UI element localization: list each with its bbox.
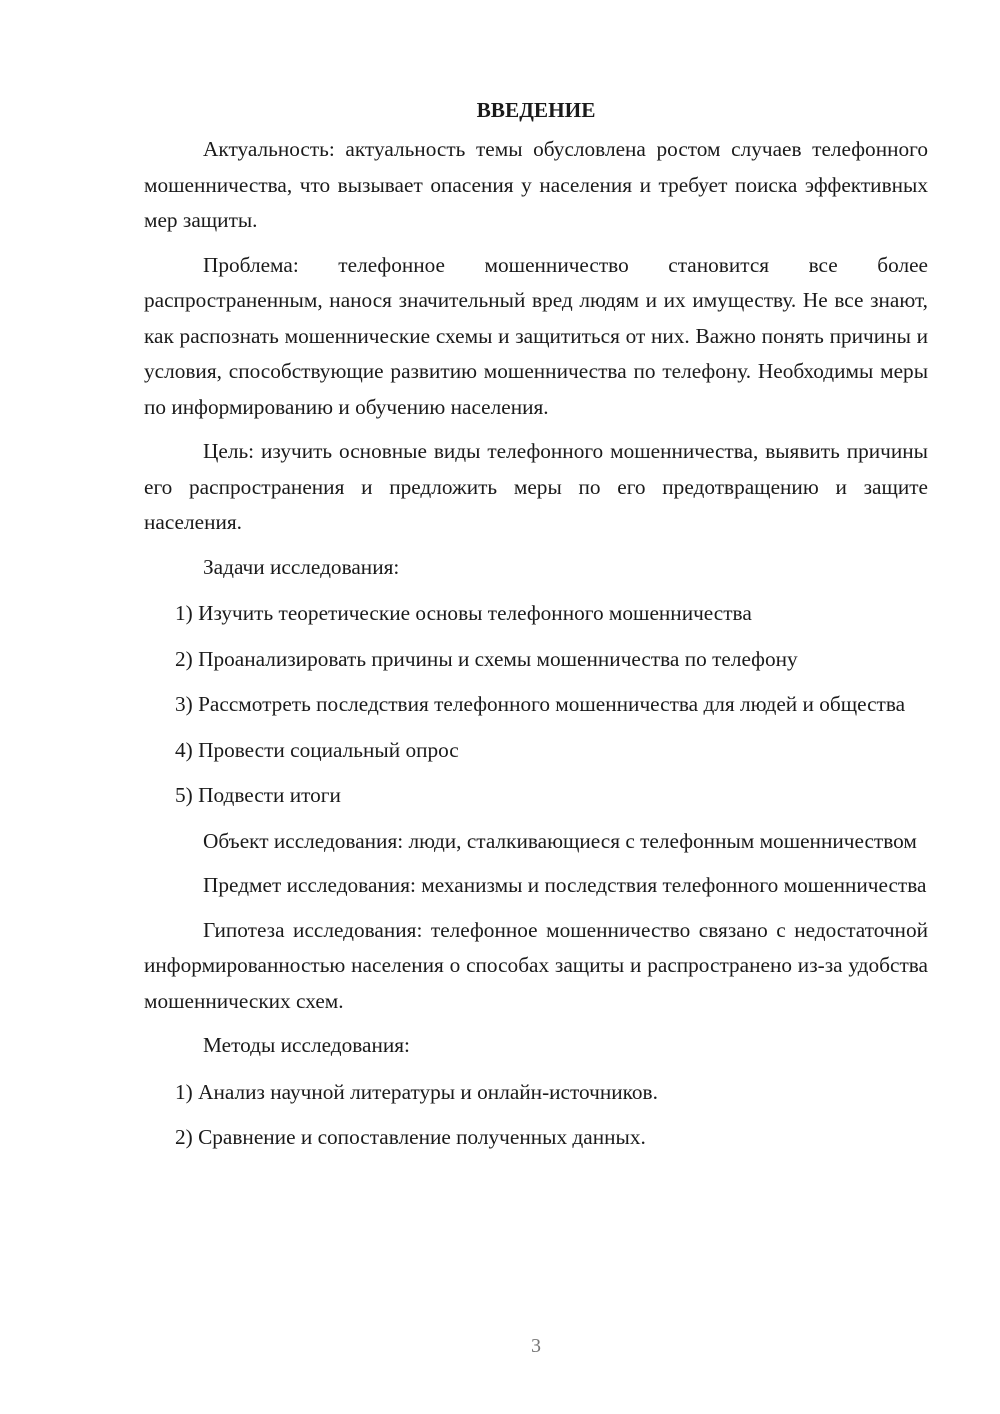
tasks-intro: Задачи исследования: bbox=[203, 554, 400, 579]
object-paragraph: Объект исследования: люди, сталкивающиеся с телефонным мошенничеством bbox=[203, 828, 917, 853]
method-item: 1) Анализ научной литературы и онлайн-источников. bbox=[175, 1079, 658, 1104]
task-item: 2) Проанализировать причины и схемы мошенничества по телефону bbox=[175, 646, 798, 671]
task-item: 3) Рассмотреть последствия телефонного мошенничества для людей и общества bbox=[175, 692, 906, 716]
task-item: 5) Подвести итоги bbox=[175, 783, 341, 807]
page-content bbox=[144, 96, 928, 1166]
method-item: 2) Сравнение и сопоставление полученных данных. bbox=[175, 1125, 646, 1149]
task-item: 1) Изучить теоретические основы телефонного мошенничества bbox=[175, 601, 752, 625]
task-item: 4) Провести социальный опрос bbox=[175, 737, 459, 762]
subject-paragraph: Предмет исследования: механизмы и последствия телефонного мошенничества bbox=[203, 873, 927, 897]
hypothesis-paragraph: Гипотеза исследования: телефонное мошенничество связано с недостаточной информированностью населения о способах защиты и распространено из-за удобства мошеннических схем. bbox=[144, 917, 928, 1013]
methods-intro: Методы исследования: bbox=[203, 1033, 410, 1057]
problem-paragraph: Проблема: телефонное мошенничество становится все более распространенным, нанося значительный вред людям и их имуществу. Не все знают, как распознать мошеннические схемы и защититься от них. Важно понять причины и условия, способствующие развитию мошенничества по телефону. Необходимы меры по информированию и обучению населения. bbox=[144, 252, 928, 419]
section-heading: ВВЕДЕНИЕ bbox=[476, 98, 596, 122]
page-number: 3 bbox=[531, 1335, 541, 1357]
goal-paragraph: Цель: изучить основные виды телефонного мошенничества, выявить причины его распространения и предложить меры по его предотвращению и защите населения. bbox=[144, 439, 928, 534]
relevance-paragraph: Актуальность: актуальность темы обусловлена ростом случаев телефонного мошенничества, что вызывает опасения у населения и требует поиска эффективных мер защиты. bbox=[144, 137, 928, 232]
